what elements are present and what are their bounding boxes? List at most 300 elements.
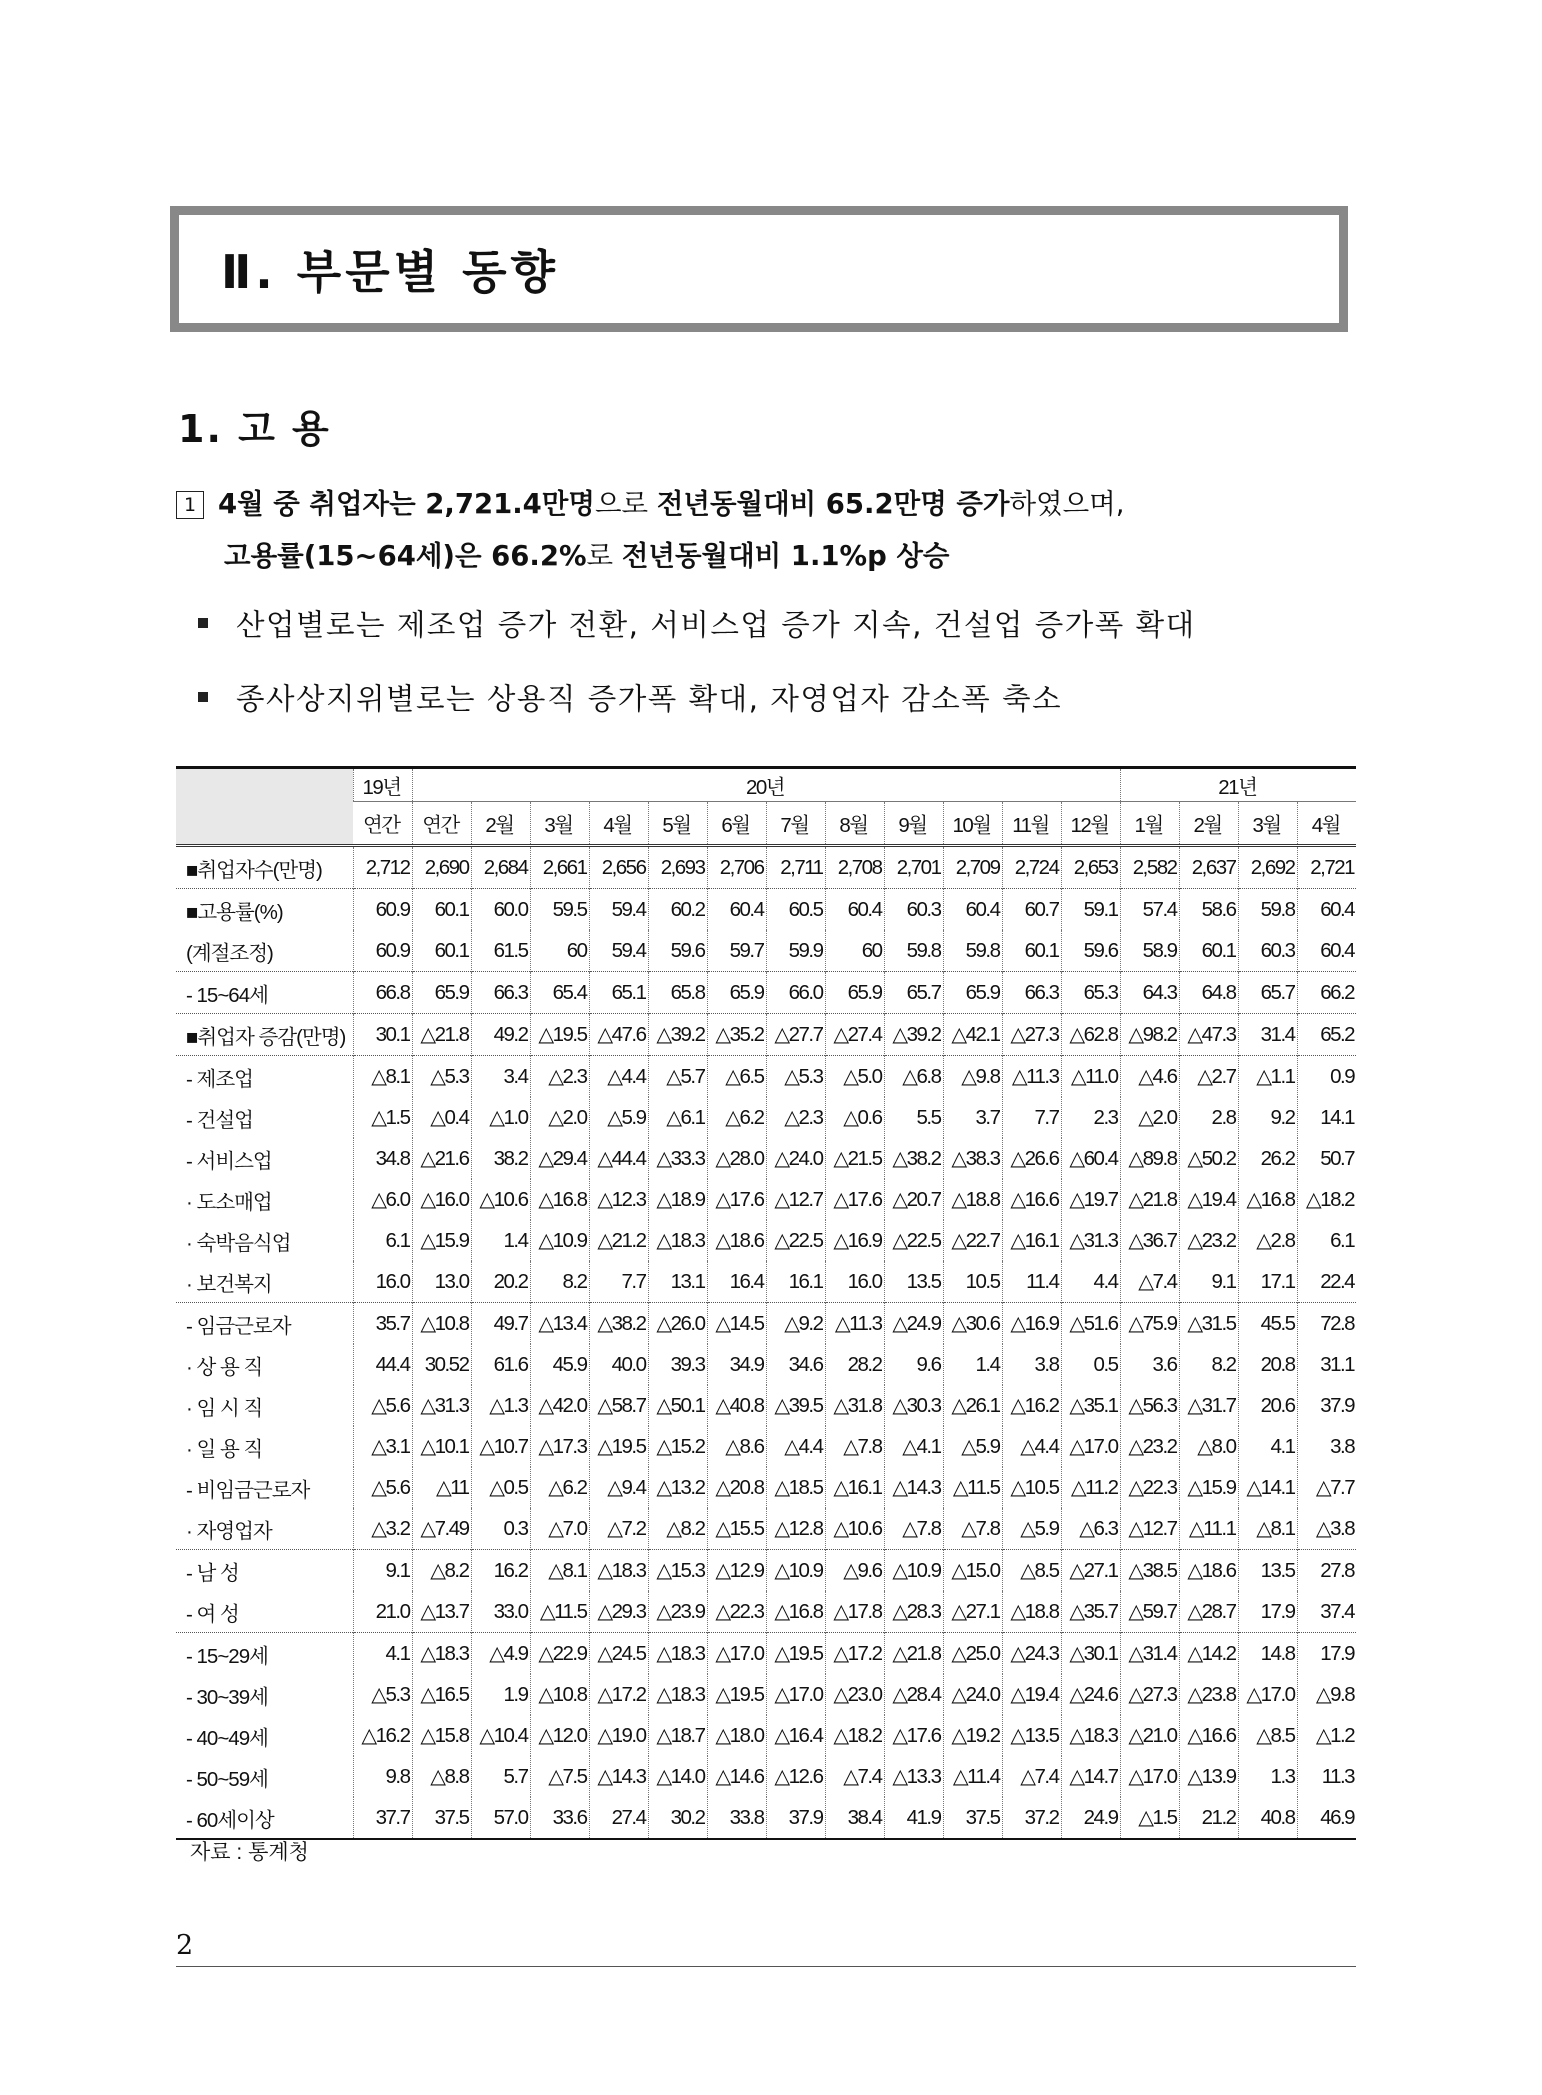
table-cell: 8.2 (530, 1261, 589, 1303)
table-row (176, 1756, 1356, 1797)
table-cell: 59.4 (589, 930, 648, 972)
table-cell: 45.5 (1238, 1303, 1297, 1345)
table-cell: 60.7 (1002, 889, 1061, 931)
table-cell: △17.0 (1120, 1756, 1179, 1797)
table-cell: △24.0 (943, 1674, 1002, 1715)
table-cell: △2.0 (1120, 1097, 1179, 1138)
table-cell: △19.5 (707, 1674, 766, 1715)
period-header: 6월 (707, 802, 766, 846)
table-cell: △5.3 (766, 1056, 825, 1098)
table-cell: △8.1 (353, 1056, 412, 1098)
table-cell: 2,709 (943, 846, 1002, 889)
table-cell: △2.0 (530, 1097, 589, 1138)
table-cell: △31.4 (1120, 1633, 1179, 1675)
table-cell: △24.9 (884, 1303, 943, 1345)
table-cell: 65.2 (1297, 1014, 1356, 1056)
row-label: - 여 성 (186, 1602, 239, 1626)
table-cell: 17.9 (1297, 1633, 1356, 1675)
table-cell: △31.3 (412, 1385, 471, 1426)
table-cell: 72.8 (1297, 1303, 1356, 1345)
table-cell: △33.3 (648, 1138, 707, 1179)
table-cell: △4.6 (1120, 1056, 1179, 1098)
table-cell: △15.3 (648, 1550, 707, 1592)
table-cell: △17.0 (1238, 1674, 1297, 1715)
period-header: 4월 (589, 802, 648, 846)
table-cell: 7.7 (1002, 1097, 1061, 1138)
table-cell: 66.0 (766, 972, 825, 1014)
period-header: 11월 (1002, 802, 1061, 846)
table-cell: △28.3 (884, 1591, 943, 1633)
table-cell: 2,701 (884, 846, 943, 889)
table-row (176, 1220, 1356, 1261)
table-cell: 20.2 (471, 1261, 530, 1303)
lead-line-2 (176, 530, 1356, 582)
table-cell: △8.5 (1002, 1550, 1061, 1592)
table-cell: △39.2 (884, 1014, 943, 1056)
table-row (176, 1508, 1356, 1550)
table-cell: △21.8 (884, 1633, 943, 1675)
table-cell: 60.3 (884, 889, 943, 931)
table-cell: △4.4 (766, 1426, 825, 1467)
table-cell: 65.7 (1238, 972, 1297, 1014)
table-cell: △25.0 (943, 1633, 1002, 1675)
table-cell: △14.3 (884, 1467, 943, 1508)
table-cell: △7.0 (530, 1508, 589, 1550)
table-cell: △19.5 (589, 1426, 648, 1467)
lead-text-run: 하였으며, (1009, 488, 1125, 520)
table-cell: △23.0 (825, 1674, 884, 1715)
table-cell: 34.6 (766, 1344, 825, 1385)
table-cell: 2,706 (707, 846, 766, 889)
lead-text-run: 로 (586, 540, 622, 572)
table-cell: △10.8 (412, 1303, 471, 1345)
table-cell: △18.5 (766, 1467, 825, 1508)
table-cell: 31.1 (1297, 1344, 1356, 1385)
lead-text-run: 4월 중 취업자는 2,721.4만명 (218, 488, 595, 520)
table-cell: 1.4 (471, 1220, 530, 1261)
table-cell: 65.7 (884, 972, 943, 1014)
section-title: Ⅱ. 부문별 동향 (221, 245, 559, 299)
table-cell: △7.4 (1120, 1261, 1179, 1303)
table-cell: 21.2 (1179, 1797, 1238, 1839)
table-cell: △11.2 (1061, 1467, 1120, 1508)
table-cell: 30.1 (353, 1014, 412, 1056)
table-cell: △8.2 (412, 1550, 471, 1592)
table-cell: 37.2 (1002, 1797, 1061, 1839)
table-cell: 60.4 (1297, 889, 1356, 931)
table-cell: △1.0 (471, 1097, 530, 1138)
table-cell: △12.9 (707, 1550, 766, 1592)
table-cell: △16.0 (412, 1179, 471, 1220)
table-cell: △6.2 (530, 1467, 589, 1508)
table-cell: △28.0 (707, 1138, 766, 1179)
period-header: 2월 (471, 802, 530, 846)
lead-text-run: 전년동월대비 65.2만명 증가 (656, 488, 1010, 520)
row-label: · 보건복지 (186, 1272, 272, 1296)
table-cell: △35.1 (1061, 1385, 1120, 1426)
table-cell: 30.2 (648, 1797, 707, 1839)
row-label: - 제조업 (176, 1056, 353, 1098)
table-cell: △50.2 (1179, 1138, 1238, 1179)
table-cell: △42.0 (530, 1385, 589, 1426)
table-row (176, 1303, 1356, 1345)
table-cell: △21.0 (1120, 1715, 1179, 1756)
table-cell: 45.9 (530, 1344, 589, 1385)
table-cell: △16.6 (1179, 1715, 1238, 1756)
table-cell: △13.2 (648, 1467, 707, 1508)
table-cell: △7.8 (825, 1426, 884, 1467)
table-cell: △59.7 (1120, 1591, 1179, 1633)
row-label: - 50~59세 (186, 1767, 268, 1791)
table-cell: △2.7 (1179, 1056, 1238, 1098)
lead-text-run: 고용률(15~64세)은 66.2% (224, 540, 587, 572)
table-cell: 40.8 (1238, 1797, 1297, 1839)
table-cell: 65.4 (530, 972, 589, 1014)
bullet-item (198, 676, 1062, 718)
period-header: 10월 (943, 802, 1002, 846)
table-cell: 6.1 (1297, 1220, 1356, 1261)
table-cell: △22.5 (766, 1220, 825, 1261)
table-row (176, 1550, 1356, 1592)
table-cell: 66.2 (1297, 972, 1356, 1014)
lead-text-run: 으로 (594, 488, 657, 520)
table-cell: 35.7 (353, 1303, 412, 1345)
lead-paragraph (176, 478, 1356, 582)
table-cell: 13.5 (1238, 1550, 1297, 1592)
table-cell: 60.4 (943, 889, 1002, 931)
table-cell: 49.7 (471, 1303, 530, 1345)
table-cell: △31.7 (1179, 1385, 1238, 1426)
table-cell: 50.7 (1297, 1138, 1356, 1179)
table-cell: △15.2 (648, 1426, 707, 1467)
table-cell: 9.1 (1179, 1261, 1238, 1303)
table-cell: △0.4 (412, 1097, 471, 1138)
table-cell: △27.7 (766, 1014, 825, 1056)
table-cell: 66.3 (471, 972, 530, 1014)
table-cell: △14.5 (707, 1303, 766, 1345)
lead-line-1 (176, 478, 1356, 530)
table-cell: △24.5 (589, 1633, 648, 1675)
table-cell: 60.1 (1179, 930, 1238, 972)
table-cell: △10.4 (471, 1715, 530, 1756)
table-cell: △7.4 (825, 1756, 884, 1797)
table-row (176, 1633, 1356, 1675)
row-label: · 도소매업 (186, 1190, 272, 1214)
table-cell: 34.8 (353, 1138, 412, 1179)
table-cell: △11 (412, 1467, 471, 1508)
lead-marker: 1 (176, 491, 204, 519)
table-cell: 60.4 (825, 889, 884, 931)
table-cell: △0.5 (471, 1467, 530, 1508)
table-cell: 33.6 (530, 1797, 589, 1839)
table-cell: 37.9 (1297, 1385, 1356, 1426)
page-number: 2 (176, 1930, 194, 1961)
table-cell: △19.2 (943, 1715, 1002, 1756)
table-cell: △4.1 (884, 1426, 943, 1467)
table-cell: 61.6 (471, 1344, 530, 1385)
table-cell: △18.0 (707, 1715, 766, 1756)
table-cell: 2,692 (1238, 846, 1297, 889)
table-row (176, 1261, 1356, 1303)
table-cell: 27.4 (589, 1797, 648, 1839)
table-cell: △36.7 (1120, 1220, 1179, 1261)
table-cell: △5.6 (353, 1385, 412, 1426)
table-cell: △10.6 (825, 1508, 884, 1550)
period-header: 7월 (766, 802, 825, 846)
table-cell: △12.6 (766, 1756, 825, 1797)
table-cell: 59.8 (1238, 889, 1297, 931)
year-header: 21년 (1120, 768, 1356, 802)
table-cell: △15.5 (707, 1508, 766, 1550)
table-cell: △38.5 (1120, 1550, 1179, 1592)
table-cell: 4.1 (1238, 1426, 1297, 1467)
table-cell: 38.4 (825, 1797, 884, 1839)
table-cell: △11.3 (1002, 1056, 1061, 1098)
table-cell: 13.0 (412, 1261, 471, 1303)
table-cell: △18.3 (648, 1220, 707, 1261)
table-cell: △27.3 (1002, 1014, 1061, 1056)
table-cell: △10.5 (1002, 1467, 1061, 1508)
table-header (176, 768, 1356, 846)
row-label: · 임 시 직 (186, 1396, 263, 1420)
table-cell: 3.8 (1297, 1426, 1356, 1467)
table-cell: 14.8 (1238, 1633, 1297, 1675)
table-cell: 37.9 (766, 1797, 825, 1839)
table-cell: △2.3 (530, 1056, 589, 1098)
row-label: - 15~29세 (176, 1633, 353, 1675)
table-cell: △21.8 (412, 1014, 471, 1056)
table-cell: △22.3 (1120, 1467, 1179, 1508)
table-cell: △7.5 (530, 1756, 589, 1797)
row-label: - 30~39세 (186, 1685, 268, 1709)
table-cell: 57.0 (471, 1797, 530, 1839)
row-label: ■취업자 증감(만명) (176, 1014, 353, 1056)
table-cell: 1.9 (471, 1674, 530, 1715)
table-cell: 41.9 (884, 1797, 943, 1839)
row-label: - 남 성 (176, 1550, 353, 1592)
table-row (176, 1344, 1356, 1385)
table-cell: △58.7 (589, 1385, 648, 1426)
table-cell: △27.3 (1120, 1674, 1179, 1715)
lead-text-run: 전년동월대비 1.1%p 상승 (621, 540, 950, 572)
table-cell: △75.9 (1120, 1303, 1179, 1345)
table-cell: 2,661 (530, 846, 589, 889)
table-cell: △8.5 (1238, 1715, 1297, 1756)
table-cell: △10.1 (412, 1426, 471, 1467)
table-cell: 3.4 (471, 1056, 530, 1098)
table-cell: △5.3 (412, 1056, 471, 1098)
table-cell: △5.3 (353, 1674, 412, 1715)
table-cell: △10.8 (530, 1674, 589, 1715)
table-cell: △8.2 (648, 1508, 707, 1550)
table-cell: 60.1 (412, 889, 471, 931)
table-row (176, 1056, 1356, 1098)
table-cell: △15.0 (943, 1550, 1002, 1592)
table-cell: △16.9 (1002, 1303, 1061, 1345)
table-cell: 60.1 (1002, 930, 1061, 972)
table-cell: △3.8 (1297, 1508, 1356, 1550)
table-cell: △16.6 (1002, 1179, 1061, 1220)
table-cell: △19.5 (530, 1014, 589, 1056)
employment-table (176, 766, 1356, 1840)
table-cell: △27.1 (943, 1591, 1002, 1633)
table-cell: 26.2 (1238, 1138, 1297, 1179)
table-cell: 49.2 (471, 1014, 530, 1056)
table-row (176, 1797, 1356, 1839)
table-cell: △17.2 (825, 1633, 884, 1675)
bullet-text: 산업별로는 제조업 증가 전환, 서비스업 증가 지속, 건설업 증가폭 확대 (236, 608, 1196, 642)
table-cell: △62.8 (1061, 1014, 1120, 1056)
table-cell: △31.8 (825, 1385, 884, 1426)
table-cell: △16.8 (1238, 1179, 1297, 1220)
table-cell: △13.4 (530, 1303, 589, 1345)
table-cell: △89.8 (1120, 1138, 1179, 1179)
table-cell: 65.1 (589, 972, 648, 1014)
table-cell: 22.4 (1297, 1261, 1356, 1303)
table-cell: △26.6 (1002, 1138, 1061, 1179)
table-cell: △13.9 (1179, 1756, 1238, 1797)
table-cell: 17.9 (1238, 1591, 1297, 1633)
table-cell: △40.8 (707, 1385, 766, 1426)
table-cell: 2.3 (1061, 1097, 1120, 1138)
table-cell: 2,637 (1179, 846, 1238, 889)
table-cell: △5.6 (353, 1467, 412, 1508)
table-cell: △6.5 (707, 1056, 766, 1098)
table-cell: △23.8 (1179, 1674, 1238, 1715)
table-cell: △16.1 (1002, 1220, 1061, 1261)
table-cell: △14.3 (589, 1756, 648, 1797)
table-cell: △44.4 (589, 1138, 648, 1179)
table-cell: 37.7 (353, 1797, 412, 1839)
table-cell: △6.0 (353, 1179, 412, 1220)
period-header: 12월 (1061, 802, 1120, 846)
table-cell: △16.2 (353, 1715, 412, 1756)
table-cell: 9.2 (1238, 1097, 1297, 1138)
table-cell: 59.8 (943, 930, 1002, 972)
table-cell: △21.6 (412, 1138, 471, 1179)
table-cell: 65.3 (1061, 972, 1120, 1014)
header-label-cell (176, 768, 353, 846)
table-row (176, 1097, 1356, 1138)
table-cell: △11.1 (1179, 1508, 1238, 1550)
row-label: · 일 용 직 (186, 1437, 263, 1461)
table-cell: △6.2 (707, 1097, 766, 1138)
table-cell: △0.6 (825, 1097, 884, 1138)
table-cell: △11.5 (943, 1467, 1002, 1508)
table-cell: △18.6 (1179, 1550, 1238, 1592)
table-cell: 13.5 (884, 1261, 943, 1303)
table-cell: 2,656 (589, 846, 648, 889)
table-cell: 59.8 (884, 930, 943, 972)
table-cell: 1.3 (1238, 1756, 1297, 1797)
year-header: 20년 (412, 768, 1120, 802)
table-cell: △16.8 (766, 1591, 825, 1633)
table-cell: △6.8 (884, 1056, 943, 1098)
table-cell: △14.2 (1179, 1633, 1238, 1675)
table-cell: 16.0 (353, 1261, 412, 1303)
table-cell: 0.9 (1297, 1056, 1356, 1098)
table-cell: △9.8 (943, 1056, 1002, 1098)
row-label: · 상 용 직 (186, 1355, 263, 1379)
table-cell: △35.2 (707, 1014, 766, 1056)
table-cell: △30.1 (1061, 1633, 1120, 1675)
row-label: - 건설업 (186, 1108, 253, 1132)
footer-divider (176, 1966, 1356, 1967)
table-cell: △30.6 (943, 1303, 1002, 1345)
table-cell: △23.2 (1120, 1426, 1179, 1467)
table-cell: 9.8 (353, 1756, 412, 1797)
table-cell: 59.9 (766, 930, 825, 972)
table-cell: △4.4 (1002, 1426, 1061, 1467)
table-cell: 60 (825, 930, 884, 972)
table-row (176, 1138, 1356, 1179)
table-cell: △1.2 (1297, 1715, 1356, 1756)
table-cell: 14.1 (1297, 1097, 1356, 1138)
table-cell: △18.7 (648, 1715, 707, 1756)
table-cell: △17.0 (1061, 1426, 1120, 1467)
table-cell: △24.3 (1002, 1633, 1061, 1675)
table-cell: 16.4 (707, 1261, 766, 1303)
table-cell: △47.3 (1179, 1014, 1238, 1056)
table-cell: △38.3 (943, 1138, 1002, 1179)
table-cell: △18.8 (943, 1179, 1002, 1220)
row-label: ■취업자수(만명) (176, 846, 353, 889)
table-cell: △18.2 (1297, 1179, 1356, 1220)
table-cell: △8.1 (530, 1550, 589, 1592)
table-cell: △30.3 (884, 1385, 943, 1426)
lead-line-1-text (218, 488, 1125, 520)
table-cell: △8.6 (707, 1426, 766, 1467)
table-cell: 16.0 (825, 1261, 884, 1303)
table-cell: 60.3 (1238, 930, 1297, 972)
table-cell: 9.6 (884, 1344, 943, 1385)
table-cell: △35.7 (1061, 1591, 1120, 1633)
table-cell: △7.2 (589, 1508, 648, 1550)
table-cell: 2.8 (1179, 1097, 1238, 1138)
table-cell: 64.3 (1120, 972, 1179, 1014)
table-cell: △31.3 (1061, 1220, 1120, 1261)
table-cell: 59.7 (707, 930, 766, 972)
table-cell: △16.5 (412, 1674, 471, 1715)
table-cell: △13.5 (1002, 1715, 1061, 1756)
table-cell: 2,693 (648, 846, 707, 889)
table-cell: △15.9 (412, 1220, 471, 1261)
table-row (176, 1179, 1356, 1220)
table-cell: 2,708 (825, 846, 884, 889)
table-row (176, 1715, 1356, 1756)
table-cell: 3.7 (943, 1097, 1002, 1138)
table-cell: △8.0 (1179, 1426, 1238, 1467)
table-cell: △4.9 (471, 1633, 530, 1675)
table-cell: △39.5 (766, 1385, 825, 1426)
table-cell: 37.5 (412, 1797, 471, 1839)
row-label: ■고용률(%) (176, 889, 353, 931)
table-cell: △2.8 (1238, 1220, 1297, 1261)
table-cell: △12.0 (530, 1715, 589, 1756)
table-cell: 60.4 (707, 889, 766, 931)
table-cell: 9.1 (353, 1550, 412, 1592)
table-cell: △19.4 (1002, 1674, 1061, 1715)
table-cell: 37.4 (1297, 1591, 1356, 1633)
row-label: · 숙박음식업 (186, 1231, 291, 1255)
table-cell: △24.6 (1061, 1674, 1120, 1715)
table-cell: △17.6 (884, 1715, 943, 1756)
table-cell: △5.0 (825, 1056, 884, 1098)
table-row (176, 930, 1356, 972)
table-cell: △28.7 (1179, 1591, 1238, 1633)
table-cell: △5.9 (1002, 1508, 1061, 1550)
table-cell: 65.9 (707, 972, 766, 1014)
